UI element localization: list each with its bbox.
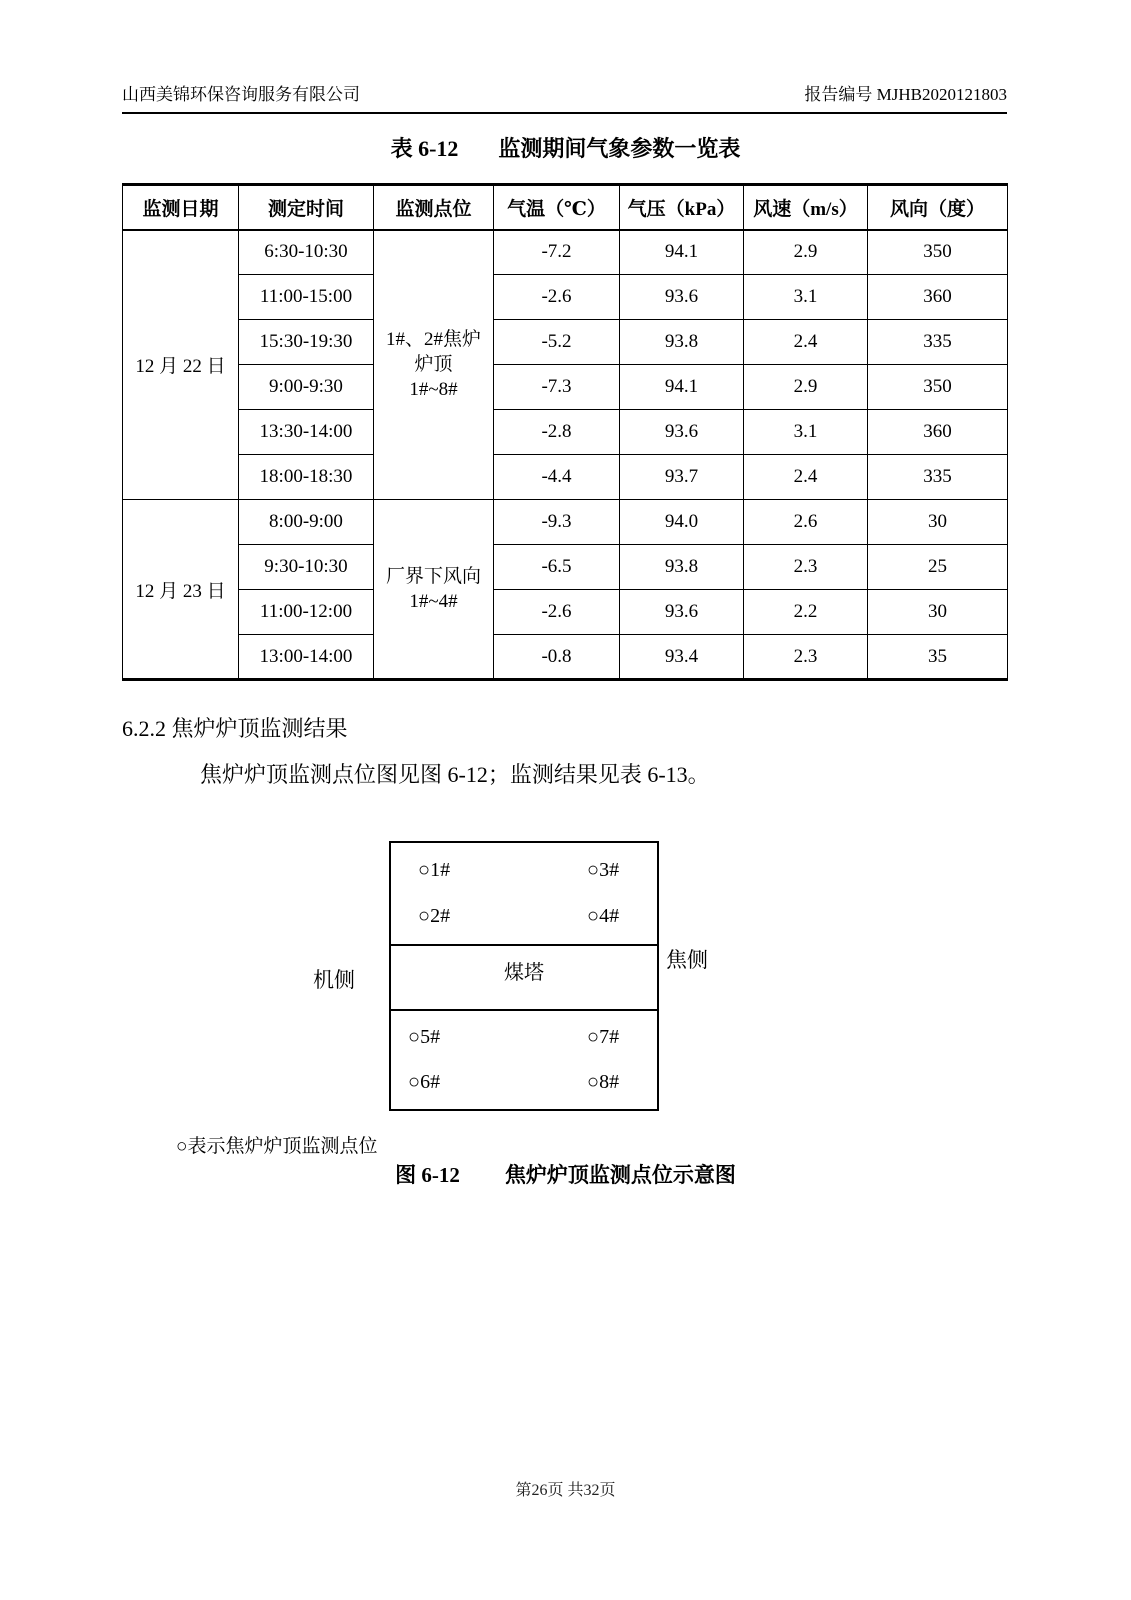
coke-oven-roof-diagram [389,841,659,1111]
temp-cell: -2.8 [494,410,620,455]
col-header-wind-speed: 风速（m/s） [744,185,868,230]
date-cell: 12 月 22 日 [123,230,239,500]
figure-legend: ○表示焦炉炉顶监测点位 [176,1136,378,1157]
point-row [391,905,657,928]
wind-dir-cell: 350 [868,365,1008,410]
temp-cell: -2.6 [494,275,620,320]
wind-dir-cell: 335 [868,455,1008,500]
diagram-top-section [391,843,657,946]
col-header-location: 监测点位 [374,185,494,230]
weather-table [122,183,1008,681]
machine-side-label: 机侧 [313,968,355,992]
pressure-cell: 93.7 [620,455,744,500]
temp-cell: -0.8 [494,635,620,680]
table-title-text: 监测期间气象参数一览表 [498,136,741,161]
time-cell: 13:30-14:00 [239,410,374,455]
point-row [391,1026,657,1049]
table-row [123,320,1008,365]
temp-cell: -4.4 [494,455,620,500]
wind-dir-cell: 360 [868,410,1008,455]
col-header-time: 测定时间 [239,185,374,230]
date-cell: 12 月 23 日 [123,500,239,680]
pressure-cell: 93.8 [620,545,744,590]
wind-dir-cell: 360 [868,275,1008,320]
col-header-wind-dir: 风向（度） [868,185,1008,230]
table-title [0,132,1131,163]
wind-dir-cell: 35 [868,635,1008,680]
section-heading: 6.2.2 焦炉炉顶监测结果 [122,716,348,741]
diagram-bottom-section [391,1011,657,1109]
location-cell: 厂界下风向 1#~4# [374,500,494,680]
table-row [123,230,1008,275]
wind-speed-cell: 2.4 [744,455,868,500]
table-row [123,545,1008,590]
page-footer: 第26页 共32页 [515,1482,616,1499]
table-row [123,635,1008,680]
company-name: 山西美锦环保咨询服务有限公司 [122,85,360,104]
col-header-temp: 气温（℃） [494,185,620,230]
document-header [122,80,1007,114]
col-header-date: 监测日期 [123,185,239,230]
table-row [123,590,1008,635]
pressure-cell: 94.1 [620,365,744,410]
table-row [123,410,1008,455]
pressure-cell: 93.6 [620,410,744,455]
time-cell: 6:30-10:30 [239,230,374,275]
monitor-point-5: ○5# [408,1026,441,1048]
col-header-pressure: 气压（kPa） [620,185,744,230]
temp-cell: -9.3 [494,500,620,545]
wind-speed-cell: 2.6 [744,500,868,545]
time-cell: 18:00-18:30 [239,455,374,500]
location-cell: 1#、2#焦炉 炉顶 1#~8# [374,230,494,500]
time-cell: 15:30-19:30 [239,320,374,365]
weather-table-body [123,230,1008,680]
table-row [123,275,1008,320]
point-row [391,859,657,882]
wind-dir-cell: 30 [868,500,1008,545]
coal-tower-label: 煤塔 [504,962,544,984]
monitor-point-6: ○6# [408,1071,441,1093]
table-header-row [123,185,1008,230]
time-cell: 9:00-9:30 [239,365,374,410]
temp-cell: -6.5 [494,545,620,590]
wind-speed-cell: 2.9 [744,230,868,275]
pressure-cell: 93.6 [620,275,744,320]
temp-cell: -5.2 [494,320,620,365]
monitor-point-7: ○7# [587,1026,620,1048]
time-cell: 13:00-14:00 [239,635,374,680]
time-cell: 8:00-9:00 [239,500,374,545]
wind-speed-cell: 3.1 [744,410,868,455]
monitor-point-2: ○2# [418,905,451,928]
figure-caption-label: 图 6-12 [395,1163,460,1187]
pressure-cell: 94.1 [620,230,744,275]
temp-cell: -7.2 [494,230,620,275]
wind-speed-cell: 2.3 [744,635,868,680]
point-row [391,1071,657,1094]
pressure-cell: 93.8 [620,320,744,365]
monitor-point-3: ○3# [587,858,620,881]
wind-speed-cell: 2.2 [744,590,868,635]
coke-side-label: 焦侧 [666,948,708,972]
wind-dir-cell: 30 [868,590,1008,635]
monitor-point-8: ○8# [587,1071,620,1093]
time-cell: 11:00-12:00 [239,590,374,635]
table-row [123,365,1008,410]
figure-caption [0,1159,1131,1189]
table-row [123,455,1008,500]
wind-dir-cell: 350 [868,230,1008,275]
wind-speed-cell: 2.4 [744,320,868,365]
report-number: 报告编号 MJHB2020121803 [804,85,1007,104]
pressure-cell: 93.4 [620,635,744,680]
pressure-cell: 94.0 [620,500,744,545]
figure-caption-text: 焦炉炉顶监测点位示意图 [504,1163,736,1187]
monitor-point-1: ○1# [418,858,451,881]
wind-dir-cell: 335 [868,320,1008,365]
time-cell: 9:30-10:30 [239,545,374,590]
table-row [123,500,1008,545]
pressure-cell: 93.6 [620,590,744,635]
body-paragraph: 焦炉炉顶监测点位图见图 6-12；监测结果见表 6-13。 [200,762,710,787]
wind-speed-cell: 2.9 [744,365,868,410]
table-title-label: 表 6-12 [390,136,459,161]
time-cell: 11:00-15:00 [239,275,374,320]
wind-speed-cell: 3.1 [744,275,868,320]
monitor-point-4: ○4# [587,905,620,928]
wind-dir-cell: 25 [868,545,1008,590]
coal-tower-section [391,946,657,1011]
wind-speed-cell: 2.3 [744,545,868,590]
temp-cell: -2.6 [494,590,620,635]
temp-cell: -7.3 [494,365,620,410]
